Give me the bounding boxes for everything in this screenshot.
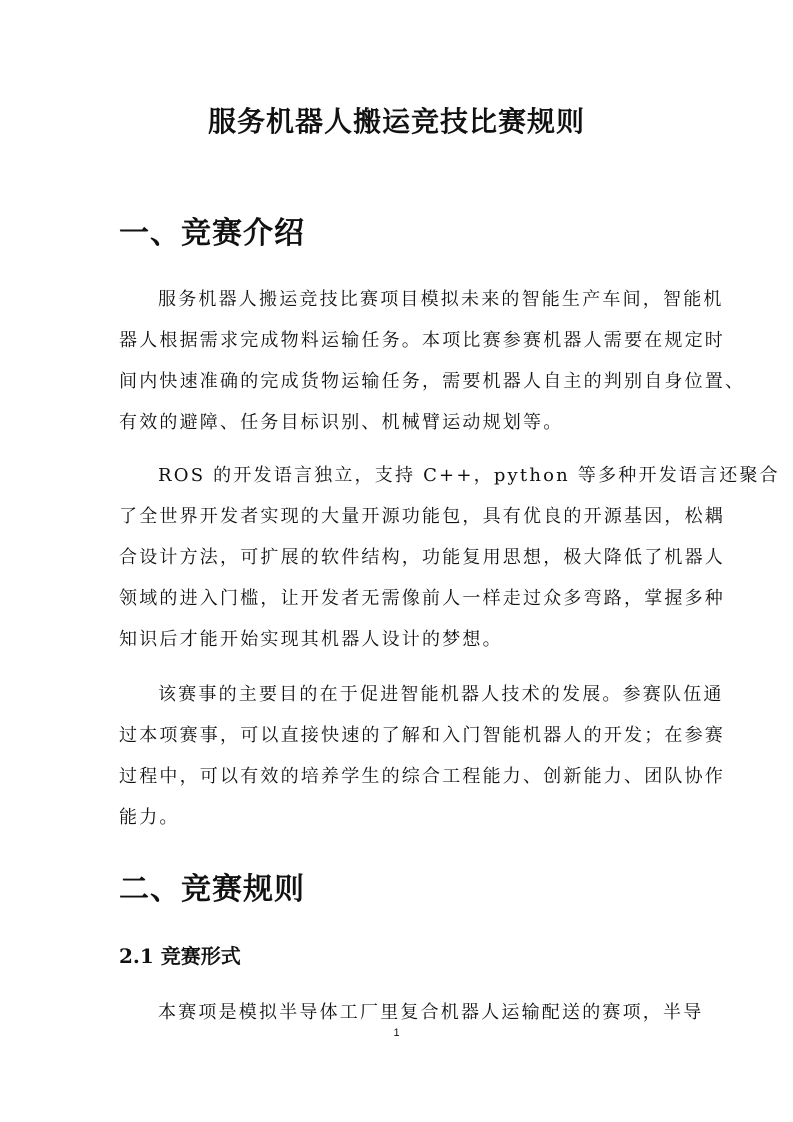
text-line: 知识后才能开始实现其机器人设计的梦想。 xyxy=(119,629,503,650)
text-line: 合设计方法，可扩展的软件结构，功能复用思想，极大降低了机器人 xyxy=(119,547,725,568)
text-line: 服务机器人搬运竞技比赛项目模拟未来的智能生产车间，智能机 xyxy=(158,289,724,310)
page-number: 1 xyxy=(393,1027,400,1039)
section-heading-intro: 一、竞赛介绍 xyxy=(119,216,305,251)
text-line: 器人根据需求完成物料运输任务。本项比赛参赛机器人需要在规定时 xyxy=(119,330,725,351)
text-line: 了全世界开发者实现的大量开源功能包，具有优良的开源基因，松耦 xyxy=(119,506,725,527)
document-title: 服务机器人搬运竞技比赛规则 xyxy=(207,105,585,138)
section-heading-rules: 二、竞赛规则 xyxy=(119,872,305,907)
subsection-heading-format: 2.1 竞赛形式 xyxy=(119,944,241,968)
text-line: 领域的进入门槛，让开发者无需像前人一样走过众多弯路，掌握多种 xyxy=(119,588,725,609)
text-line: ROS 的开发语言独立，支持 C++，python 等多种开发语言还聚合 xyxy=(158,465,780,486)
text-line: 过程中，可以有效的培养学生的综合工程能力、创新能力、团队协作 xyxy=(119,766,725,787)
text-line: 间内快速准确的完成货物运输任务，需要机器人自主的判别自身位置、 xyxy=(119,371,746,392)
text-line: 能力。 xyxy=(119,807,180,828)
text-line: 有效的避障、任务目标识别、机械臂运动规划等。 xyxy=(119,412,564,433)
text-line: 本赛项是模拟半导体工厂里复合机器人运输配送的赛项，半导 xyxy=(158,1002,704,1023)
text-line: 该赛事的主要目的在于促进智能机器人技术的发展。参赛队伍通 xyxy=(158,684,724,705)
text-line: 过本项赛事，可以直接快速的了解和入门智能机器人的开发；在参赛 xyxy=(119,725,725,746)
